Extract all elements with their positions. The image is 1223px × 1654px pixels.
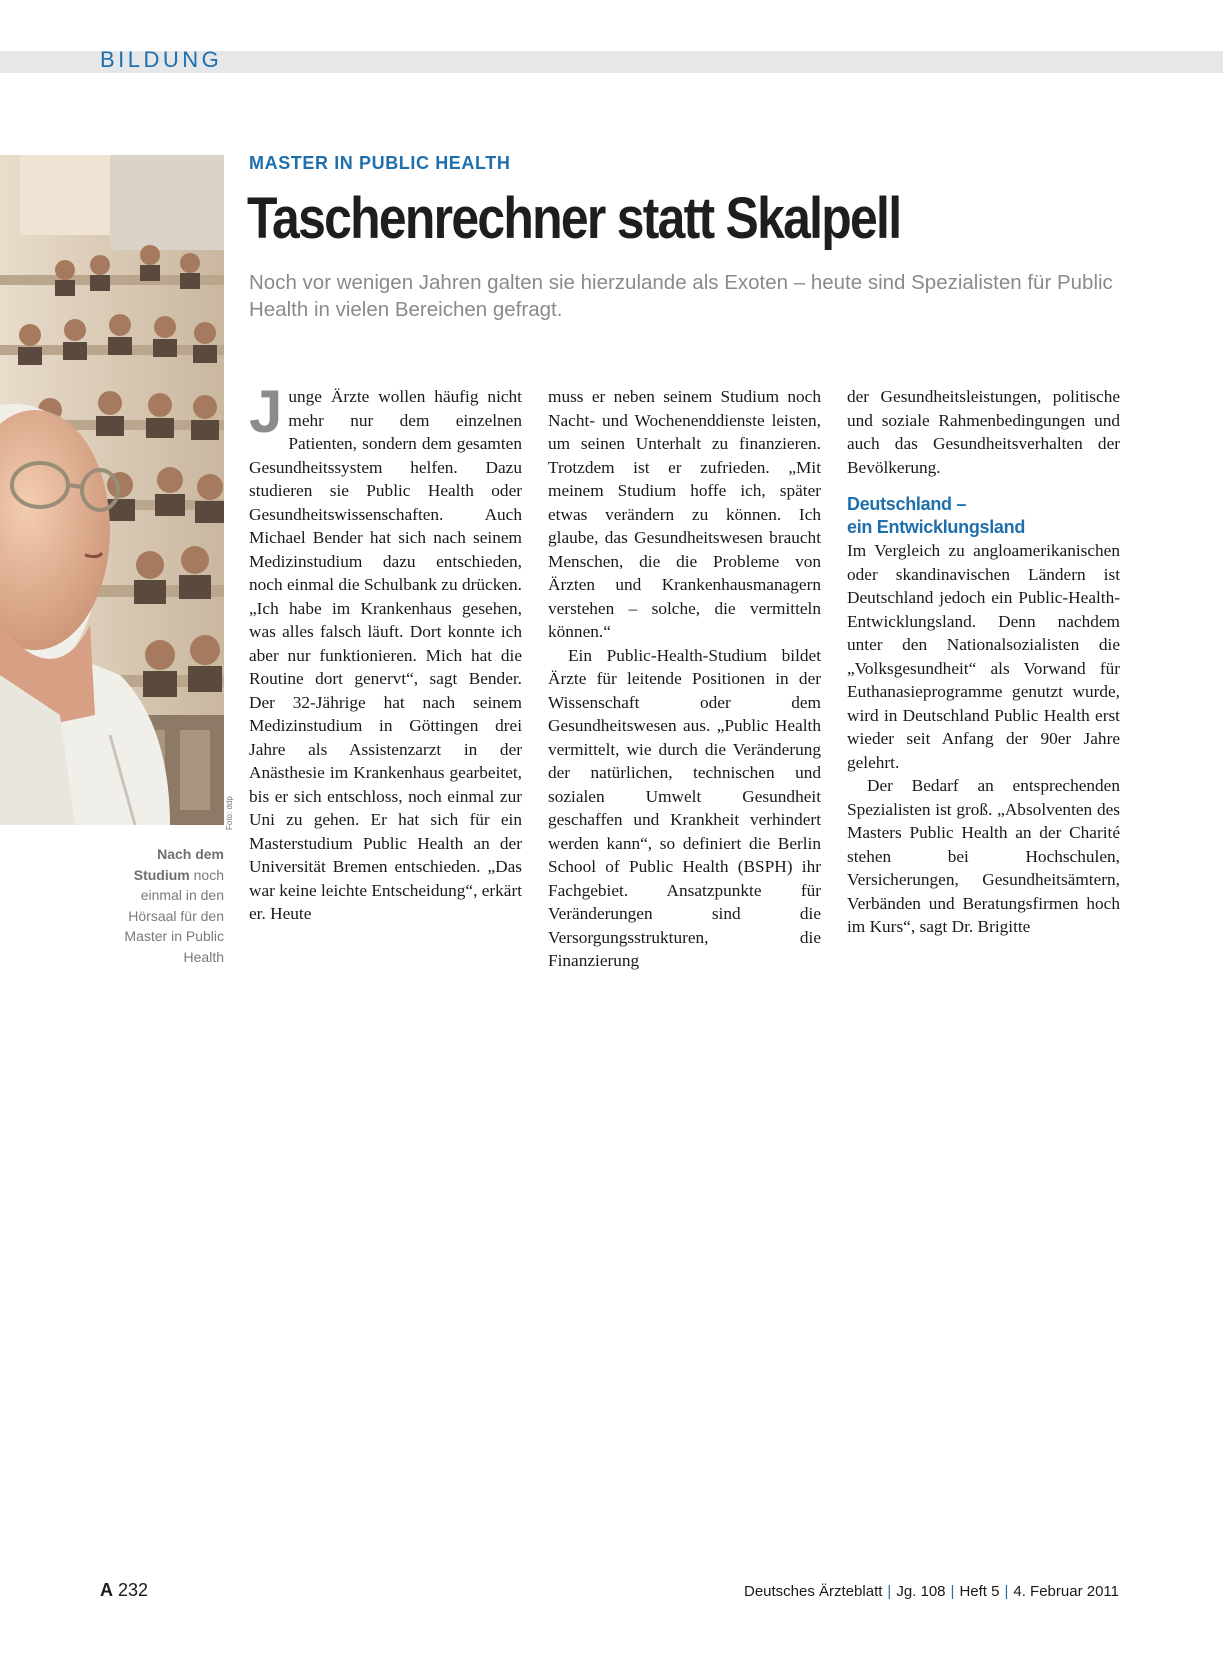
article-title: Taschenrechner statt Skalpell [247,186,901,251]
body-paragraph: Ein Public-Health-Studium bildet Ärzte für leitende Positionen in der Wissenschaft oder dem Gesundheitswesen aus. „Public Health vermittelt, wie durch die Veränderung der natürlichen, technischen und sozialen Umwelt Gesundheit geschaffen und Krankheit verhindert werden kann“, so definiert die Berlin School of Public Health (BSPH) ihr Fachgebiet. Ansatzpunkte für Veränderungen sind die Versorgungsstrukturen, die Finanzierung [548,645,821,970]
caption-bold: Nach dem Studium [133,846,224,883]
photo-credit: Foto: ddp [225,796,234,830]
body-paragraph: Der Bedarf an entsprechenden Spezialisten ist groß. „Absolventen des Masters Public Health an der Charité stehen bei Hochschulen, Versicherungen, Gesundheitsämtern, Verbänden und Beratungsfirmen hoch im Kurs“, sagt Dr. Brigitte [847,776,1120,936]
article-lead: Noch vor wenigen Jahren galten sie hierzulande als Exoten – heute sind Spezialisten für Public Health in vielen Bereichen gefragt. [249,271,1113,321]
publication-name: Deutsches Ärzteblatt [744,1583,883,1600]
subheading-line: ein Entwicklungsland [847,517,1026,537]
body-column-2 [548,385,821,973]
drop-cap: J [249,378,283,445]
article-kicker: MASTER IN PUBLIC HEALTH [249,153,511,173]
paragraph-text: unge Ärzte wollen häufig nicht mehr nur dem einzelnen Patienten, sondern dem gesamten Gesundheitssystem helfen. Dazu studieren sie Public Health oder Gesundheitswissenschaften. Auch Michael Bender hat sich nach seinem Medizinstudium dazu entschieden, noch einmal die Schulbank zu drücken. „Ich habe im Krankenhaus gesehen, was alles falsch läuft. Dort konnte ich aber nur funktionieren. Mich hat die Routine dort genervt“, sagt Bender. Der 32-Jährige hat nach seinem Medizinstudium in Göttingen drei Jahre als Assistenzarzt in der Anästhesie im Krankenhaus gearbeitet, bis er sich entschloss, noch einmal zur Uni zu gehen. Er hat sich für ein Masterstudium Public Health an der Universität Bremen entschieden. „Das war keine leichte Entscheidung“, erkärt er. Heute [249,387,523,923]
divider: | [950,1583,955,1600]
section-label: BILDUNG [100,47,223,72]
page-number-value: 232 [118,1580,149,1600]
body-column-3 [847,385,1120,939]
section-subheading [847,493,1120,539]
body-paragraph [249,378,523,926]
body-paragraph: muss er neben seinem Studium noch Nacht- und Wochenenddienste leisten, um seinen Unterhalt zu finanzieren. Trotzdem ist er zufrieden. „Mit meinem Studium hoffe ich, später etwas verändern zu können. Ich glaube, das Gesundheitswesen braucht Menschen, die die Probleme von Ärzten und Krankenhausmanagern verstehen – solche, die vermitteln können.“ [548,387,821,641]
divider: | [887,1583,892,1600]
subheading-line: Deutschland – [847,494,967,514]
body-paragraph: der Gesundheitsleistungen, politische und soziale Rahmenbedingungen und auch das Gesundheitsverhalten der Bevölkerung. [847,387,1120,477]
page-number [100,1580,148,1601]
publication-issue: Heft 5 [959,1583,1000,1600]
caption-text: noch einmal in den Hörsaal für den Master in Public Health [124,866,224,965]
lecture-hall-photo [0,155,224,825]
publication-volume: Jg. 108 [896,1583,946,1600]
body-column-1 [249,378,523,926]
publication-date: 4. Februar 2011 [1013,1583,1119,1600]
divider: | [1004,1583,1009,1600]
publication-info [744,1583,1119,1600]
page-prefix: A [100,1580,113,1600]
photo-caption [100,844,224,967]
body-paragraph: Im Vergleich zu angloamerikanischen oder skandinavischen Ländern ist Deutschland jedoch ein Public-Health-Entwicklungsland. Denn nachdem unter den Nationalsozialisten die „Volksgesundheit“ als Vorwand für Euthanasieprogramme genutzt wurde, wird in Deutschland Public Health erst wieder seit Anfang der 90er Jahre gelehrt. [847,541,1120,772]
